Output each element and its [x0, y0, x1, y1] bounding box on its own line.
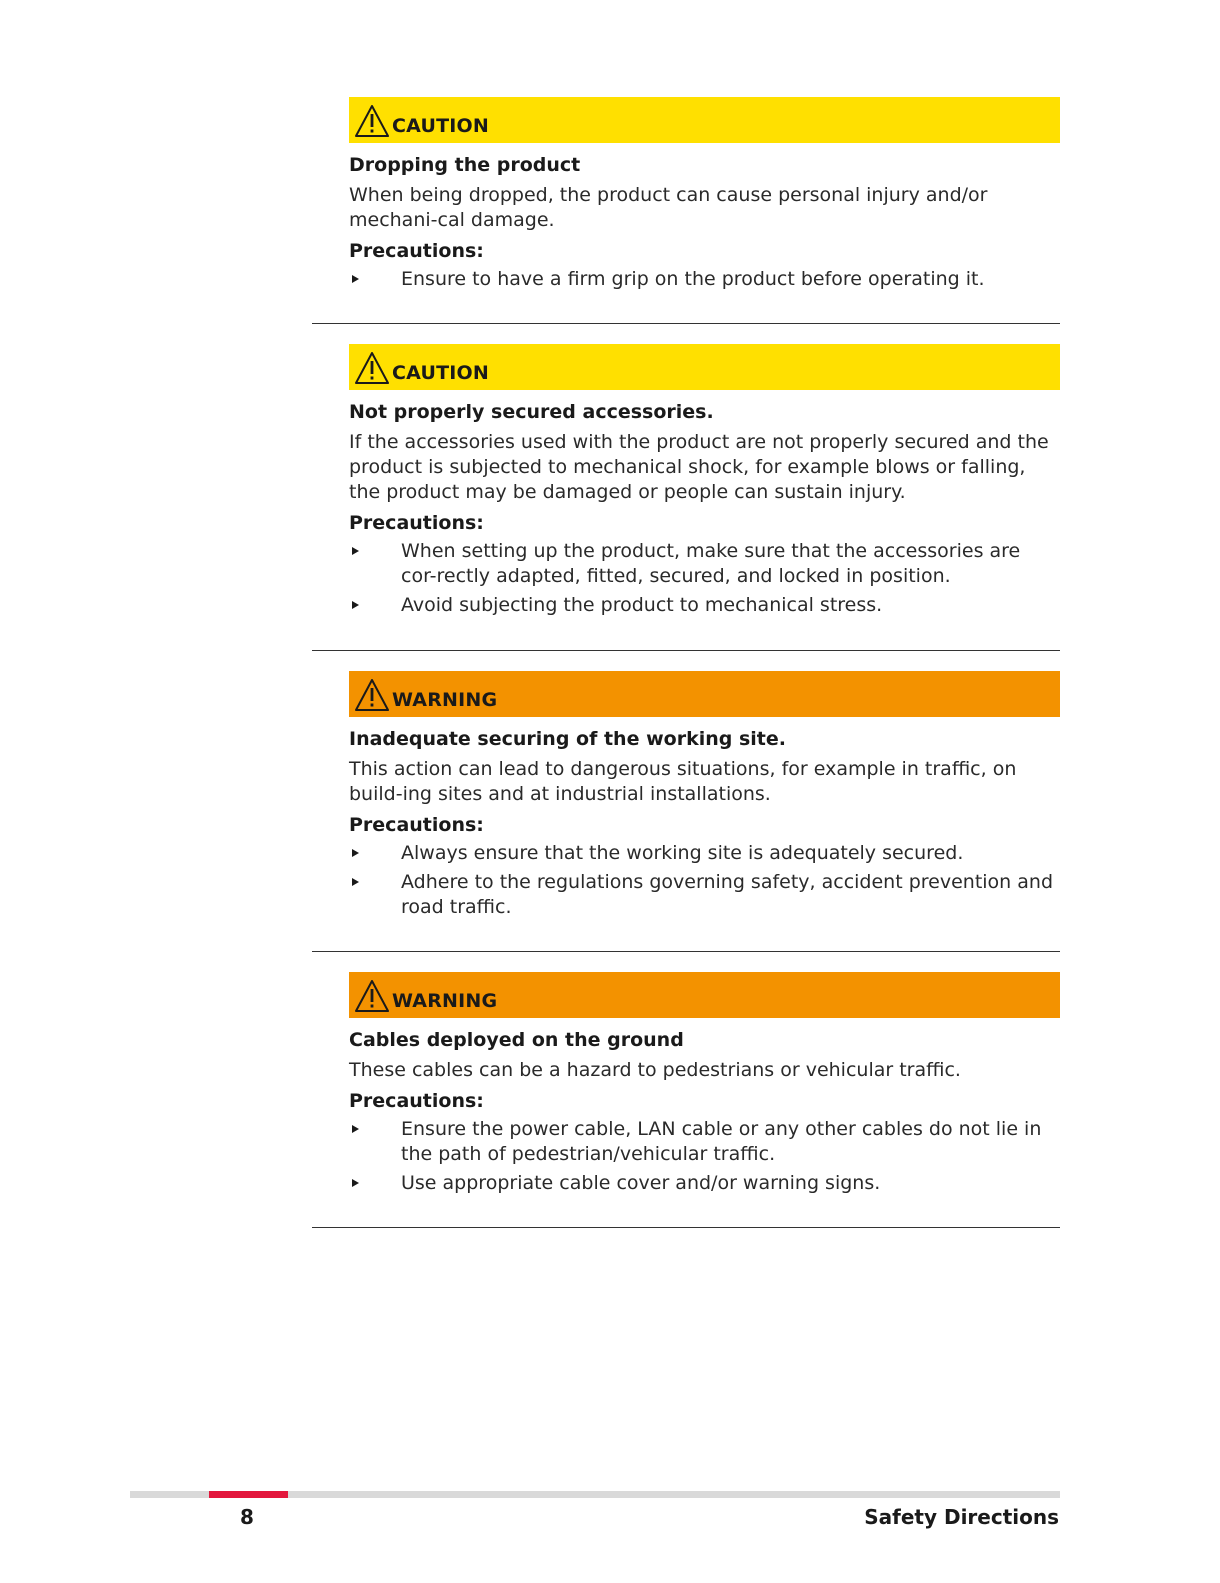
section-divider	[312, 1227, 1060, 1228]
list-item: Ensure to have a firm grip on the product before operating it.	[349, 267, 1060, 292]
list-item: When setting up the product, make sure that the accessories are cor-rectly adapted, fitted, secured, and locked in position.	[349, 539, 1060, 589]
section-description: When being dropped, the product can cause personal injury and/or mechani-cal damage.	[349, 184, 988, 231]
warning-triangle-icon	[354, 104, 390, 138]
bullet-arrow-icon	[352, 1179, 359, 1187]
section-description: This action can lead to dangerous situations, for example in traffic, on build-ing sites and at industrial installations.	[349, 758, 1017, 805]
section-title: Dropping the product	[349, 154, 581, 176]
section-divider	[312, 323, 1060, 324]
warning-banner	[349, 972, 1060, 1018]
caution-banner	[349, 97, 1060, 143]
list-item: Always ensure that the working site is adequately secured.	[349, 841, 1060, 866]
precautions-label: Precautions:	[349, 240, 484, 262]
bullet-arrow-icon	[352, 601, 359, 609]
section-description: These cables can be a hazard to pedestrians or vehicular traffic.	[349, 1059, 961, 1081]
banner-label: CAUTION	[392, 362, 489, 384]
precautions-label: Precautions:	[349, 814, 484, 836]
precautions-label: Precautions:	[349, 1090, 484, 1112]
precautions-label: Precautions:	[349, 512, 484, 534]
banner-label: CAUTION	[392, 115, 489, 137]
caution-section-accessories	[349, 344, 1060, 622]
page-number: 8	[240, 1505, 254, 1529]
bullet-arrow-icon	[352, 1125, 359, 1133]
list-item: Avoid subjecting the product to mechanical stress.	[349, 593, 1060, 618]
bullet-arrow-icon	[352, 878, 359, 886]
section-divider	[312, 650, 1060, 651]
bullet-arrow-icon	[352, 275, 359, 283]
section-title: Not properly secured accessories.	[349, 401, 714, 423]
caution-banner	[349, 344, 1060, 390]
section-title: Cables deployed on the ground	[349, 1029, 684, 1051]
precautions-list	[349, 841, 1060, 920]
precautions-list	[349, 267, 1060, 292]
list-item: Adhere to the regulations governing safety, accident prevention and road traffic.	[349, 870, 1060, 920]
section-title: Inadequate securing of the working site.	[349, 728, 786, 750]
bullet-arrow-icon	[352, 547, 359, 555]
section-divider	[312, 951, 1060, 952]
warning-section-working-site	[349, 671, 1060, 924]
footer-accent-bar	[209, 1491, 288, 1498]
chapter-title: Safety Directions	[864, 1505, 1059, 1529]
warning-banner	[349, 671, 1060, 717]
banner-label: WARNING	[392, 990, 498, 1012]
warning-triangle-icon	[354, 351, 390, 385]
warning-triangle-icon	[354, 678, 390, 712]
caution-section-dropping	[349, 97, 1060, 296]
banner-label: WARNING	[392, 689, 498, 711]
warning-triangle-icon	[354, 979, 390, 1013]
precautions-list	[349, 1117, 1060, 1196]
precautions-list	[349, 539, 1060, 618]
list-item: Ensure the power cable, LAN cable or any other cables do not lie in the path of pedestrian/vehicular traffic.	[349, 1117, 1060, 1167]
bullet-arrow-icon	[352, 849, 359, 857]
warning-section-cables	[349, 972, 1060, 1200]
list-item: Use appropriate cable cover and/or warning signs.	[349, 1171, 1060, 1196]
section-description: If the accessories used with the product are not properly secured and the product is subjected to mechanical shock, for example blows or falling, the product may be damaged or people can sustain injury.	[349, 431, 1049, 503]
